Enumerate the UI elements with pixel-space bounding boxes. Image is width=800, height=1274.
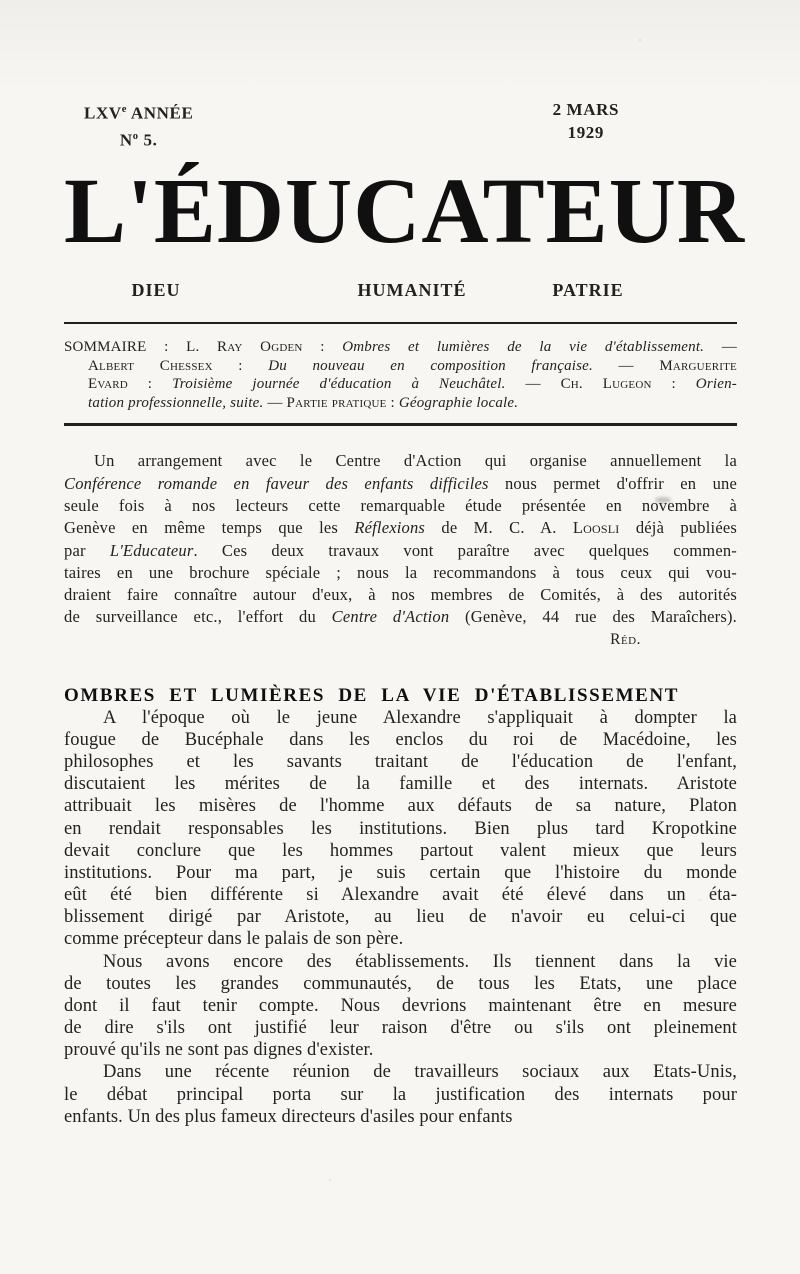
text-segment: Un arrangement avec le Centre d'Action qui organise annuellement la <box>94 451 737 471</box>
text-segment: par <box>64 540 110 560</box>
text-segment: Dans une récente réunion de travailleurs sociaux aux Etats-Unis, <box>103 1062 737 1083</box>
text-line <box>64 1039 737 1061</box>
volume-label <box>84 98 193 125</box>
text-line <box>64 884 737 906</box>
volume-issue-block <box>84 98 193 151</box>
editorial-signature: Réd. <box>610 630 641 648</box>
text-segment: nous permet d'offrir en une <box>488 473 737 493</box>
text-segment: enfants. Un des plus fameux directeurs d'asiles pour enfants <box>64 1106 513 1127</box>
text-line <box>64 928 737 950</box>
text-line <box>64 973 737 995</box>
volume-superscript: e <box>121 104 127 115</box>
issue-letter: N <box>119 130 133 150</box>
text-line <box>64 795 737 817</box>
text-segment: SOMMAIRE : <box>64 339 187 356</box>
text-segment: de dire s'ils ont justifié leur raison d'être ou s'ils ont pleinement <box>64 1018 737 1039</box>
issue-superscript: o <box>132 130 139 142</box>
text-segment: Orien- <box>695 376 737 393</box>
motto-humanite: HUMANITÉ <box>357 280 467 301</box>
text-segment: seule fois à nos lecteurs cette remarquable étude présentée en novembre à <box>64 495 737 515</box>
issue-label <box>84 125 193 152</box>
text-segment: : <box>651 376 696 393</box>
text-line <box>64 540 737 562</box>
text-segment: comme précepteur dans le palais de son père. <box>64 929 404 950</box>
text-line <box>64 862 737 884</box>
masthead <box>64 0 737 151</box>
scan-artifact <box>655 497 671 503</box>
text-segment: Evard <box>88 376 128 393</box>
text-segment: Centre d'Action <box>331 607 450 627</box>
text-line <box>64 751 737 773</box>
text-segment: de toutes les grandes communautés, de tous les Etats, une place <box>64 973 737 994</box>
text-segment: : <box>386 394 399 411</box>
text-segment: : <box>302 339 343 356</box>
text-segment: : <box>127 376 173 393</box>
article-paragraph <box>64 951 737 1062</box>
text-line <box>64 995 737 1017</box>
date-day-month: 2 MARS <box>552 100 619 119</box>
text-segment: prouvé qu'ils ne sont pas dignes d'exister. <box>64 1040 374 1061</box>
text-segment: Albert Chessex <box>88 357 213 374</box>
text-segment: Ch. Lugeon <box>560 376 652 393</box>
text-segment: de surveillance etc., l'effort du <box>64 607 332 627</box>
article-paragraph <box>64 707 737 951</box>
text-segment: Nous avons encore des établissements. Ils tiennent dans la vie <box>103 951 737 972</box>
editorial-note <box>64 450 737 628</box>
text-segment: Ombres et lumières de la vie d'établissement. <box>342 339 705 356</box>
text-segment: A l'époque où le jeune Alexandre s'appliquait à dompter la <box>103 707 737 728</box>
issue-number: 5. <box>138 130 158 150</box>
text-line <box>64 951 737 973</box>
divider-rule-bottom <box>64 423 737 426</box>
text-segment: institutions. Pour ma part, je suis certain que l'histoire du monde <box>64 862 737 883</box>
text-segment: Loosli <box>572 518 620 538</box>
text-segment: . Ces deux travaux vont paraître avec quelques commen- <box>193 540 738 560</box>
article-paragraph <box>64 1061 737 1127</box>
text-segment: (Genève, 44 rue des Maraîchers). <box>449 607 737 627</box>
date-year: 1929 <box>567 123 604 142</box>
text-line <box>64 473 737 495</box>
text-segment: — <box>263 394 287 411</box>
text-segment: Géographie locale. <box>398 394 519 411</box>
text-line <box>64 375 737 394</box>
text-segment: Conférence romande en faveur des enfants difficiles <box>64 473 489 493</box>
text-segment: déjà publiées <box>619 518 737 538</box>
text-segment: devait conclure que les hommes partout valent mieux que leurs <box>64 840 737 861</box>
text-segment: discutaient les mérites de la famille et des internats. Aristote <box>64 774 737 795</box>
text-segment: draient faire connaître autour d'eux, à nos membres de Comités, à des autorités <box>64 585 737 605</box>
text-line <box>64 1106 737 1128</box>
journal-title: L'ÉDUCATEUR <box>64 160 746 264</box>
text-line <box>64 906 737 928</box>
text-segment: — <box>593 357 660 374</box>
article-heading: OMBRES ET LUMIÈRES DE LA VIE D'ÉTABLISSEMENT <box>64 684 679 706</box>
volume-number: LXV <box>84 103 122 123</box>
text-segment: — <box>704 339 737 356</box>
text-line <box>64 1017 737 1039</box>
date-block <box>553 98 619 151</box>
text-line <box>64 338 737 357</box>
motto-dieu: DIEU <box>131 280 181 301</box>
divider-rule-top <box>64 322 737 324</box>
text-segment: philosophes et les savants traitant de l'éducation de l'enfant, <box>64 752 737 773</box>
text-segment: — <box>505 376 561 393</box>
motto-row <box>64 280 737 304</box>
text-segment: blissement dirigé par Aristote, au lieu de n'avoir eu celui-ci que <box>64 907 737 928</box>
text-segment: L. Ray Ogden <box>186 339 303 356</box>
text-segment: de M. C. A. <box>425 518 573 538</box>
text-segment: L'Educateur <box>109 540 194 560</box>
text-segment: Genève en même temps que les <box>64 518 355 538</box>
text-segment: taires en une brochure spéciale ; nous la recommandons à tous ceux qui vou- <box>64 562 737 582</box>
text-segment: eût été bien différente si Alexandre avait été élevé dans un éta- <box>64 885 737 906</box>
text-line <box>64 840 737 862</box>
text-line <box>64 729 737 751</box>
text-line <box>64 584 737 606</box>
scan-artifact <box>690 528 694 532</box>
text-line <box>64 773 737 795</box>
text-segment: dont il faut tenir compte. Nous devrions maintenant être en mesure <box>64 995 737 1016</box>
text-line <box>64 562 737 584</box>
text-segment: Marguerite <box>659 357 737 374</box>
motto-patrie: PATRIE <box>552 280 624 301</box>
text-segment: : <box>212 357 269 374</box>
text-line <box>64 606 737 628</box>
text-line <box>64 818 737 840</box>
text-line <box>64 357 737 376</box>
text-line <box>64 517 737 539</box>
text-segment: Du nouveau en composition française. <box>268 357 593 374</box>
text-line <box>64 1084 737 1106</box>
text-segment: en rendait responsables les institutions. Bien plus tard Kropotkine <box>64 818 737 839</box>
volume-word: ANNÉE <box>126 103 194 123</box>
text-line <box>64 1061 737 1083</box>
text-line <box>64 707 737 729</box>
text-segment: Partie pratique <box>286 394 387 411</box>
text-line <box>64 495 737 517</box>
text-line <box>64 450 737 472</box>
text-segment: Réflexions <box>354 518 426 538</box>
text-segment: tation professionnelle, suite. <box>88 394 264 411</box>
text-line <box>64 394 737 413</box>
text-segment: Troisième journée d'éducation à Neuchâtel. <box>172 376 506 393</box>
text-segment: attribuait les misères de l'homme aux défauts de sa nature, Platon <box>64 796 737 817</box>
article <box>64 685 737 1128</box>
sommaire-block <box>64 338 737 412</box>
text-segment: le débat principal porta sur la justification des internats pour <box>64 1084 737 1105</box>
text-segment: fougue de Bucéphale dans les enclos du roi de Macédoine, les <box>64 730 737 750</box>
